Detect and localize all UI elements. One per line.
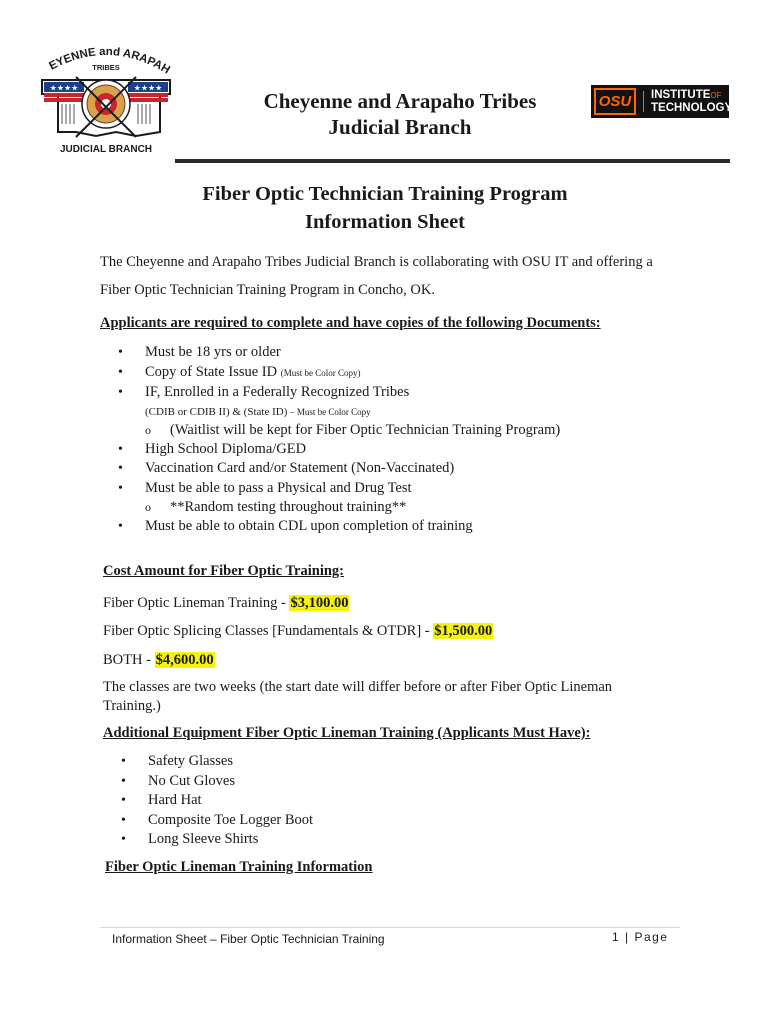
list-item: • Vaccination Card and/or Statement (Non-Vaccinated) — [118, 459, 718, 479]
header-title-line2: Judicial Branch — [328, 115, 472, 139]
equipment-list — [121, 752, 521, 850]
list-item: • No Cut Gloves — [121, 772, 521, 792]
header-title — [240, 88, 560, 140]
list-item: • Must be 18 yrs or older — [118, 343, 718, 363]
osu-of: OF — [710, 91, 722, 100]
header-divider — [175, 159, 730, 163]
equipment-heading: Additional Equipment Fiber Optic Lineman Training (Applicants Must Have): — [103, 725, 591, 741]
cost-line-splicing: Fiber Optic Splicing Classes [Fundamentals & OTDR] - $1,500.00 — [103, 623, 493, 639]
cost-line-both: BOTH - $4,600.00 — [103, 652, 214, 668]
osu-mark: OSU — [594, 88, 636, 115]
intro-paragraph: The Cheyenne and Arapaho Tribes Judicial Branch is collaborating with OSU IT and offering a Fiber Optic Technician Training Program in Concho, OK. — [100, 254, 653, 298]
price-highlight: $4,600.00 — [155, 652, 214, 668]
list-item: • Hard Hat — [121, 791, 521, 811]
list-item: • IF, Enrolled in a Federally Recognized Tribes — [118, 383, 718, 403]
cost-line-lineman: Fiber Optic Lineman Training - $3,100.00 — [103, 595, 349, 611]
list-item: • High School Diploma/GED — [118, 440, 718, 460]
list-item: • Long Sleeve Shirts — [121, 830, 521, 850]
page-number: 1 | Page — [612, 930, 669, 944]
osu-line1: INSTITUTE — [651, 89, 711, 101]
cost-note: The classes are two weeks (the start date will differ before or after Fiber Optic Lineman Training.) — [103, 679, 613, 714]
logo-caption: JUDICIAL BRANCH — [59, 144, 153, 154]
lineman-info-heading: Fiber Optic Lineman Training Information — [105, 859, 373, 875]
svg-text:★★★★: ★★★★ — [49, 83, 79, 93]
color-copy-note: (Must be Color Copy) — [280, 367, 361, 378]
price-highlight: $1,500.00 — [434, 623, 493, 639]
document-title-line2: Information Sheet — [304, 211, 465, 233]
requirements-heading: Applicants are required to complete and have copies of the following Documents: — [100, 315, 601, 331]
osu-institute-logo — [591, 85, 733, 118]
footer-text: Information Sheet – Fiber Optic Technician Training — [112, 932, 385, 946]
cost-heading: Cost Amount for Fiber Optic Training: — [103, 563, 345, 579]
list-item: • Must be able to obtain CDL upon completion of training — [118, 517, 718, 537]
list-item: • Must be able to pass a Physical and Drug Test — [118, 479, 718, 499]
footer-divider — [100, 927, 680, 928]
logo-arc-text: EYENNE and ARAPAH — [47, 45, 172, 77]
header-title-line1: Cheyenne and Arapaho Tribes — [263, 89, 537, 113]
sub-list-item: o **Random testing throughout training** — [118, 498, 718, 517]
document-title-line1: Fiber Optic Technician Training Program — [202, 183, 568, 205]
requirements-list — [118, 343, 718, 537]
list-item: • Composite Toe Logger Boot — [121, 811, 521, 831]
document-title — [150, 180, 620, 236]
list-item: • Safety Glasses — [121, 752, 521, 772]
osu-line2: TECHNOLOGY — [651, 102, 733, 114]
svg-text:★★★★: ★★★★ — [133, 83, 163, 93]
list-item: • Copy of State Issue ID (Must be Color Copy) — [118, 363, 718, 384]
tribal-seal-logo — [36, 42, 176, 154]
sub-list-item: o (Waitlist will be kept for Fiber Optic Technician Training Program) — [118, 421, 718, 440]
logo-tribes-text: TRIBES — [92, 63, 120, 72]
list-item-continuation: (CDIB or CDIB II) & (State ID) – Must be Color Copy — [145, 405, 371, 418]
price-highlight: $3,100.00 — [290, 595, 349, 611]
